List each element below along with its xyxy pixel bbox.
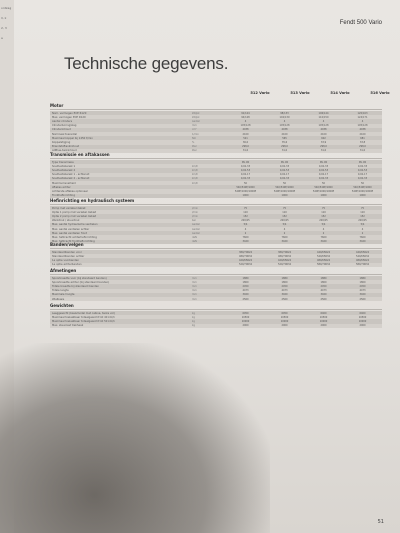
model-513: 513 Vario (290, 91, 310, 95)
spec-value: 5/4 (360, 223, 365, 227)
spec-unit: mm (192, 289, 197, 293)
spec-row (50, 289, 382, 293)
spec-label: 1e optie achterbanden (52, 263, 82, 267)
spec-value: 2560 (281, 297, 288, 301)
spec-value: 1880 (359, 276, 366, 280)
spec-label: Max. aantal ventielen front (52, 231, 88, 235)
spec-row (50, 231, 382, 235)
spec-value: 50 (282, 181, 287, 185)
spec-unit: Aantal (192, 223, 200, 227)
spec-value: ML 90 (280, 160, 289, 164)
spec-unit: km/h (192, 177, 199, 181)
spec-value: 75 (243, 206, 248, 210)
spec-label: Snelheidsbereik 2 - achteruit (52, 177, 90, 181)
spec-value: 540/540E/1000 (314, 185, 333, 189)
spec-unit: Aantal (192, 227, 200, 231)
spec-value: 110/150 (318, 115, 329, 119)
spec-value: 2560 (359, 297, 366, 301)
spec-row (50, 263, 382, 267)
spec-unit: mm (192, 280, 197, 284)
spec-label: Max. steunlast trekhaak (52, 324, 84, 328)
spec-unit: Nm (192, 136, 197, 140)
spec-value: 124/171 (357, 115, 368, 119)
spec-value: 3020 (359, 293, 366, 297)
spec-value: 2100 (320, 132, 327, 136)
spec-unit: kg (192, 315, 195, 319)
spec-value: 602 (321, 136, 326, 140)
spec-label: Aftakas achter (52, 185, 71, 189)
spec-value: 580/70R34 (316, 263, 331, 267)
spec-value: 298,0 (320, 145, 327, 149)
spec-row (50, 132, 382, 136)
section-title: Banden/velgen (50, 242, 382, 249)
spec-label: Max. aantal ventielen achter (52, 227, 90, 231)
spec-value: 152 (243, 214, 248, 218)
spec-value: 380/70R24 (238, 250, 253, 254)
spec-value: 0,02-33 (318, 164, 329, 168)
spec-value: 102/139 (279, 115, 290, 119)
spec-page (14, 0, 400, 533)
spec-value: 10500 (241, 315, 250, 319)
spec-value: 4473 (242, 289, 249, 293)
spec-value: 10500 (280, 315, 289, 319)
spec-value: 110 (360, 210, 365, 214)
spec-label: Max. aantal hydraulische ventielen (52, 223, 98, 227)
spec-value: 4 (322, 119, 325, 123)
spec-row (50, 311, 382, 315)
spec-value: 10500 (319, 315, 328, 319)
spec-value: 420/65R24 (277, 258, 292, 262)
spec-value: 4 (361, 227, 364, 231)
spec-label: Totale breedte bij standaard banden (52, 284, 100, 288)
spec-value: 540/540E/1000 (275, 185, 294, 189)
spec-value: 105/128 (279, 124, 290, 128)
spec-value: 110 (282, 210, 287, 214)
spec-value: 152 (321, 214, 326, 218)
spec-label: Snelheidsbereik 1 - achteruit (52, 173, 90, 177)
spec-value: 94/128 (241, 115, 250, 119)
spec-value: 2 (244, 231, 247, 235)
section-title: Hefinrichting en hydraulisch systeem (50, 198, 382, 205)
spec-value: 2000 (359, 324, 366, 328)
spec-row (50, 293, 382, 297)
spec-value: 6050 (281, 311, 288, 315)
model-header (240, 91, 400, 95)
spec-row (50, 177, 382, 181)
spec-value: 2100 (242, 132, 249, 136)
spec-label: Snelheidsbereik 1 (52, 164, 76, 168)
spec-value: 4 (283, 119, 286, 123)
spec-value: 10000 (280, 319, 289, 323)
spec-label: Nominaal toerental (52, 132, 77, 136)
spec-value: 521 (243, 136, 248, 140)
spec-value: 2100 (359, 132, 366, 136)
spec-row (50, 276, 382, 280)
spec-unit: kW/pk (192, 111, 200, 115)
spec-label: AdBlue-tankinhoud (52, 149, 77, 153)
spec-value: 75 (282, 206, 287, 210)
spec-value: 0,02-53 (318, 168, 329, 172)
spec-value: 440/65R24 (316, 250, 331, 254)
spec-row (50, 280, 382, 284)
spec-value: 6050 (242, 311, 249, 315)
spec-value: 540E/1000/1000E (351, 189, 374, 193)
model-514: 514 Vario (330, 91, 350, 95)
spec-value: 4 (283, 227, 286, 231)
spec-value: 0,02-17 (240, 173, 251, 177)
spec-value: 565 (282, 136, 287, 140)
spec-label: Snelheidsbereik 2 (52, 168, 76, 172)
spec-label: Werkdruk / stuurdruk (52, 219, 80, 223)
spec-section (50, 198, 382, 244)
spec-value: 1800 (281, 280, 288, 284)
spec-row (50, 168, 382, 172)
spec-label: Cilinderinhoud (52, 128, 71, 132)
spec-label: Max. vermogen ECE R120 (52, 115, 86, 119)
spec-label: Optie 1 pomp met variabel debiet (52, 210, 97, 214)
spec-label: Maximaal toelaatbaar totaalgewicht tot 50 km/h (52, 319, 115, 323)
spec-value: 4 (361, 119, 364, 123)
spec-value: 480/70R34 (238, 254, 253, 258)
spec-value: 5/4 (243, 223, 248, 227)
spec-value: 3020 (242, 293, 249, 297)
spec-value: 50 (321, 181, 326, 185)
spec-value: 200/25 (358, 219, 367, 223)
spec-value: 2000 (281, 324, 288, 328)
spec-value: 0,02-17 (357, 173, 368, 177)
spec-value: 6400 (320, 311, 327, 315)
spec-value: 681 (360, 136, 365, 140)
spec-unit: kg (192, 319, 195, 323)
spec-section (50, 303, 382, 328)
spec-row (50, 206, 382, 210)
spec-row (50, 115, 382, 119)
spec-value: 0,02-33 (240, 177, 251, 181)
spec-label: Max. hefkracht fronthefinrichting (52, 240, 95, 244)
spec-label: Totale lengte (52, 289, 69, 293)
section-title: Motor (50, 103, 382, 110)
spec-unit: kg (192, 311, 195, 315)
spec-row (50, 173, 382, 177)
spec-unit: daN (192, 240, 197, 244)
spec-value: 4038 (281, 128, 288, 132)
spec-value: 7600 (281, 235, 288, 239)
page-number: 51 (377, 519, 384, 525)
spec-value: 4038 (359, 128, 366, 132)
spec-row (50, 284, 382, 288)
spec-unit: cm³ (192, 128, 197, 132)
spec-label: Optie 2 pomp met variabel debiet (52, 214, 97, 218)
spec-value: 1800 (242, 280, 249, 284)
spec-value: 540/540E/1000 (236, 185, 255, 189)
spec-value: 298,0 (281, 145, 288, 149)
spec-value: 480/70R34 (277, 254, 292, 258)
spec-unit: 1/min (192, 132, 199, 136)
spec-value: 152 (360, 214, 365, 218)
spec-value: 2000 (242, 324, 249, 328)
spec-section (50, 103, 382, 153)
spec-value: 3420 (242, 240, 249, 244)
spec-value: 2 (283, 231, 286, 235)
spec-label: Brandstoftankinhoud (52, 145, 80, 149)
spec-value: 75 (321, 206, 326, 210)
spec-unit: mm (192, 124, 197, 128)
spec-value: 0,02-33 (240, 164, 251, 168)
spec-unit: mm (192, 297, 197, 301)
spec-value: ML 90 (358, 160, 367, 164)
spec-value: 10500 (358, 315, 367, 319)
spec-value: 540/65R34 (316, 254, 331, 258)
spec-value: 0,02-33 (318, 177, 329, 181)
spec-value: 1000 (242, 194, 249, 198)
spec-value: 420/65R24 (238, 258, 253, 262)
spec-label: Type transmissie (52, 160, 74, 164)
spec-value: 98/133 (280, 111, 289, 115)
spec-value: 31,0 (281, 149, 288, 153)
spec-value: 3420 (281, 240, 288, 244)
spec-value: 6400 (359, 311, 366, 315)
spec-value: 540/540E/1000 (353, 185, 372, 189)
model-516: 516 Vario (370, 91, 390, 95)
spec-row (50, 223, 382, 227)
spec-value: 10000 (241, 319, 250, 323)
spec-value: 0,02-33 (357, 177, 368, 181)
section-title: Transmissie en aftakassen (50, 152, 382, 159)
spec-value: 298,0 (242, 145, 249, 149)
spec-value: 50 (243, 181, 248, 185)
spec-value: 200/25 (280, 219, 289, 223)
spec-label: Fronthefinrichting (52, 194, 75, 198)
spec-label: Koppelstijging (52, 140, 71, 144)
spec-value: 10000 (358, 319, 367, 323)
spec-row (50, 315, 382, 319)
section-title: Afmetingen (50, 268, 382, 275)
spec-label: Max. hefkracht achterhefinrichting (52, 235, 97, 239)
spec-value: 50 (360, 181, 365, 185)
spec-value: 1000 (359, 194, 366, 198)
spec-value: 110 (321, 210, 326, 214)
spec-value: 31,0 (320, 149, 327, 153)
spec-value: 31,0 (242, 149, 249, 153)
spec-value: 540E/1000/1000E (312, 189, 335, 193)
spec-label: Pomp met variabel debiet (52, 206, 86, 210)
spec-label: Maximaal toelaatbaar totaalgewicht tot 40 km/h (52, 315, 115, 319)
spec-label: Achterste aftakas optioneel (52, 189, 88, 193)
spec-row (50, 128, 382, 132)
spec-value: 3420 (320, 240, 327, 244)
spec-value: 105/128 (240, 124, 251, 128)
spec-value: ML 90 (241, 160, 250, 164)
section-title: Gewichten (50, 303, 382, 310)
spec-value: 0,02-17 (318, 173, 329, 177)
spec-value: 7600 (359, 235, 366, 239)
spec-value: 120/163 (357, 111, 368, 115)
spec-unit: km/h (192, 181, 199, 185)
spec-value: 0,02-33 (279, 177, 290, 181)
spec-value: 3420 (359, 240, 366, 244)
spec-value: 0,02-53 (240, 168, 251, 172)
spec-value: 0,02-53 (279, 168, 290, 172)
spec-value: ML 90 (319, 160, 328, 164)
spec-value: 200/25 (241, 219, 250, 223)
spec-unit: km/h (192, 173, 199, 177)
spec-unit: l/min (192, 206, 198, 210)
spec-row (50, 136, 382, 140)
spec-label: Cilinderboring/slag (52, 124, 77, 128)
spec-label: Leeggewicht (basismodel met cabine, tanks vol) (52, 311, 115, 315)
spec-value: 1800 (359, 280, 366, 284)
spec-label: 1e optie voorbanden (52, 258, 80, 262)
spec-unit: kg (192, 324, 195, 328)
spec-value: 152 (282, 214, 287, 218)
spec-value: 106/144 (318, 111, 329, 115)
spec-row (50, 319, 382, 323)
spec-label: Maximumsnelheid (52, 181, 76, 185)
spec-value: 91/124 (241, 111, 250, 115)
spec-value: 540E/1000/1000E (234, 189, 257, 193)
spec-value: 105/128 (318, 124, 329, 128)
spec-unit: liter (192, 149, 197, 153)
spec-value: 2450 (359, 284, 366, 288)
spec-label: Aantal cilinders (52, 119, 73, 123)
spec-value: 36,0 (242, 140, 249, 144)
spec-value: 33,8 (359, 140, 366, 144)
spec-value: 10000 (319, 319, 328, 323)
spec-value: 4 (244, 119, 247, 123)
spec-value: 2450 (242, 284, 249, 288)
spec-value: 0,02-33 (357, 164, 368, 168)
spec-value: 1880 (320, 276, 327, 280)
spec-section (50, 268, 382, 301)
spec-row (50, 297, 382, 301)
spec-label: Spoorbreedte achter (bij standaard banden) (52, 280, 110, 284)
spec-value: 7600 (320, 235, 327, 239)
model-512: 512 Vario (250, 91, 270, 95)
spec-row (50, 235, 382, 239)
spec-value: 0,02-33 (279, 164, 290, 168)
spec-value: 4473 (281, 289, 288, 293)
spec-value: 540E/1000/1000E (273, 189, 296, 193)
spec-row (50, 227, 382, 231)
spec-unit: bar (192, 219, 196, 223)
spec-value: 7600 (242, 235, 249, 239)
spec-value: 520/70R34 (277, 263, 292, 267)
spec-value: 480/65R24 (355, 258, 370, 262)
spec-value: 1000 (320, 194, 327, 198)
spec-value: 2 (322, 231, 325, 235)
spec-label: Maximale hoogte (52, 293, 75, 297)
spec-value: 110 (243, 210, 248, 214)
spec-value: 480/65R24 (316, 258, 331, 262)
spec-row (50, 145, 382, 149)
spec-value: 520/70R34 (238, 263, 253, 267)
spec-unit: l/min (192, 210, 198, 214)
spec-unit: kW/pk (192, 115, 200, 119)
spec-row (50, 111, 382, 115)
spec-value: 200/25 (319, 219, 328, 223)
spec-value: 580/70R34 (355, 263, 370, 267)
spec-row (50, 210, 382, 214)
brand-label: Fendt 500 Vario (339, 20, 382, 26)
spec-label: Spoorbreedte voor (bij standaard banden) (52, 276, 107, 280)
spec-section (50, 242, 382, 267)
spec-unit: Aantal (192, 119, 200, 123)
spec-unit: liter (192, 145, 197, 149)
spec-value: 35,6 (281, 140, 288, 144)
spec-value: 2 (361, 231, 364, 235)
spec-row (50, 164, 382, 168)
spec-value: 2560 (242, 297, 249, 301)
previous-page-edge: ontzag ll, k 2, 3 a (0, 0, 15, 533)
spec-label: Wielbasis (52, 297, 65, 301)
spec-unit: mm (192, 293, 197, 297)
spec-unit: km/h (192, 168, 199, 172)
spec-section (50, 152, 382, 198)
spec-unit: mm (192, 284, 197, 288)
spec-unit: Aantal (192, 231, 200, 235)
spec-value: 3020 (281, 293, 288, 297)
spec-row (50, 214, 382, 218)
spec-value: 540/65R34 (355, 254, 370, 258)
spec-value: 1000 (281, 194, 288, 198)
spec-value: 33,9 (320, 140, 327, 144)
spec-value: 75 (360, 206, 365, 210)
spec-row (50, 140, 382, 144)
spec-label: Nom. vermogen ECE R120 (52, 111, 87, 115)
spec-value: 4473 (320, 289, 327, 293)
spec-row (50, 124, 382, 128)
spec-value: 5/4 (282, 223, 287, 227)
spec-value: 4038 (320, 128, 327, 132)
spec-value: 4473 (359, 289, 366, 293)
spec-unit: % (192, 140, 195, 144)
spec-row (50, 219, 382, 223)
spec-value: 4 (322, 227, 325, 231)
spec-label: Standaardbanden achter (52, 254, 85, 258)
spec-value: 4038 (242, 128, 249, 132)
spec-label: Standaardbanden voor (52, 250, 82, 254)
spec-value: 380/70R24 (277, 250, 292, 254)
spec-value: 298,0 (359, 145, 366, 149)
spec-value: 1880 (242, 276, 249, 280)
spec-unit: km/h (192, 164, 199, 168)
spec-row (50, 119, 382, 123)
spec-value: 0,02-53 (357, 168, 368, 172)
spec-unit: l/min (192, 214, 198, 218)
spec-value: 1880 (281, 276, 288, 280)
spec-row (50, 324, 382, 328)
spec-value: 2450 (281, 284, 288, 288)
spec-value: 31,0 (359, 149, 366, 153)
spec-value: 440/65R24 (355, 250, 370, 254)
spec-row (50, 181, 382, 185)
spec-value: 0,02-17 (279, 173, 290, 177)
spec-unit: daN (192, 235, 197, 239)
spec-label: Maximaal koppel bij 1450 t/min (52, 136, 93, 140)
page-title: Technische gegevens. (64, 54, 229, 73)
spec-value: 3020 (320, 293, 327, 297)
spec-value: 2100 (281, 132, 288, 136)
spec-value: 5/4 (321, 223, 326, 227)
spec-value: 2450 (320, 284, 327, 288)
spec-value: 4 (244, 227, 247, 231)
spec-value: 2000 (320, 324, 327, 328)
spec-value: 1800 (320, 280, 327, 284)
spec-unit: mm (192, 276, 197, 280)
spec-value: 2560 (320, 297, 327, 301)
spec-value: 105/128 (357, 124, 368, 128)
